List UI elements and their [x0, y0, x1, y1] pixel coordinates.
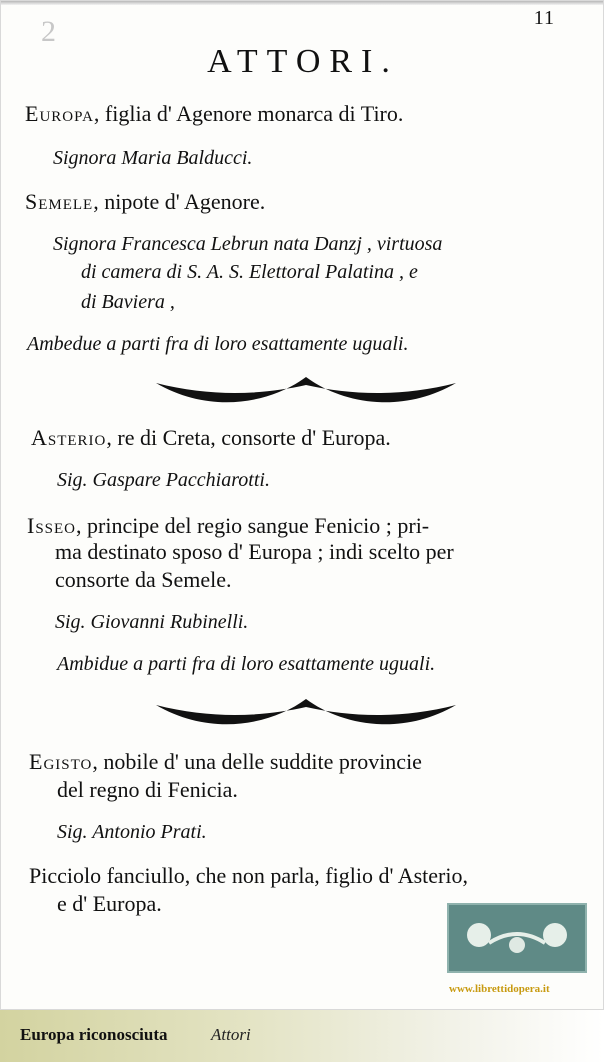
- singer-semele-line: di camera di S. A. S. Elettoral Palatina , e: [81, 261, 418, 283]
- logo-cherubs-icon: [447, 903, 587, 973]
- footer-title[interactable]: Europa riconosciuta: [20, 1025, 168, 1044]
- singer-europa: Signora Maria Balducci.: [53, 147, 253, 169]
- scan-edge: [1, 1, 604, 5]
- singer-asterio: Sig. Gaspare Pacchiarotti.: [57, 469, 270, 491]
- role-egisto-line: del regno di Fenicia.: [57, 777, 238, 802]
- role-child-line: e d' Europa.: [57, 891, 162, 916]
- page-title: ATTORI.: [207, 43, 399, 80]
- role-isseo-line: consorte da Semele.: [55, 567, 232, 592]
- footer-bar: [0, 1010, 604, 1062]
- watermark-url[interactable]: www.librettidopera.it: [449, 983, 550, 995]
- flourish-ornament-icon: [151, 693, 461, 739]
- singer-isseo: Sig. Giovanni Rubinelli.: [55, 611, 249, 633]
- role-europa: Europa, figlia d' Agenore monarca di Tiro.: [25, 101, 404, 126]
- footer-section: Attori: [211, 1025, 251, 1044]
- note-ambedue: Ambedue a parti fra di loro esattamente uguali.: [27, 333, 409, 355]
- page-number: 11: [533, 7, 555, 29]
- singer-semele-line: Signora Francesca Lebrun nata Danzj , virtuosa: [53, 233, 443, 255]
- singer-semele-line: di Baviera ,: [81, 291, 175, 313]
- role-isseo-line: ma destinato sposo d' Europa ; indi scelto per: [55, 539, 454, 564]
- role-child: Picciolo fanciullo, che non parla, figlio d' Asterio,: [29, 863, 468, 888]
- role-egisto: Egisto, nobile d' una delle suddite provincie: [29, 749, 422, 774]
- singer-egisto: Sig. Antonio Prati.: [57, 821, 207, 843]
- note-ambidue: Ambidue a parti fra di loro esattamente uguali.: [57, 653, 436, 675]
- flourish-ornament-icon: [151, 371, 461, 417]
- folio-mark: 2: [41, 15, 56, 48]
- role-semele: Semele, nipote d' Agenore.: [25, 189, 266, 214]
- role-asterio: Asterio, re di Creta, consorte d' Europa.: [31, 425, 391, 450]
- role-isseo: Isseo, principe del regio sangue Fenicio ; pri-: [27, 513, 430, 538]
